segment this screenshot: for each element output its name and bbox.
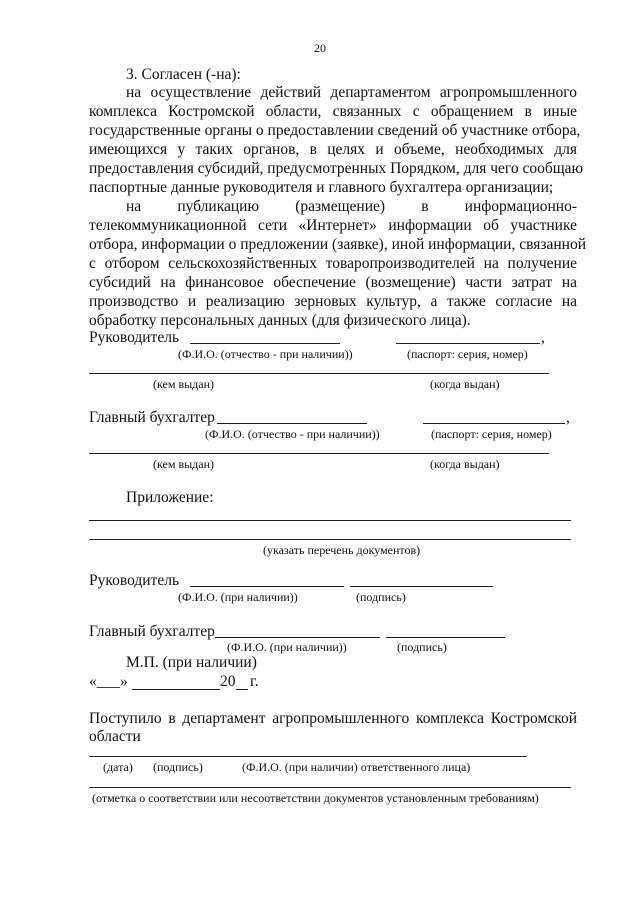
accountant-issued-by-caption: (кем выдан) <box>153 457 215 471</box>
text-line: государственные органы о предоставлении сведений об участнике отбора, <box>89 122 581 139</box>
comma: , <box>541 329 545 346</box>
date-year: 20 <box>220 673 236 690</box>
director-issued-when-caption: (когда выдан) <box>430 377 500 391</box>
date-line <box>89 673 128 691</box>
accountant-fio-caption: (Ф.И.О. (отчество - при наличии)) <box>205 427 380 441</box>
date-close-quote: » <box>120 673 128 690</box>
director-issued-by-caption: (кем выдан) <box>153 377 215 391</box>
date-suffix: г. <box>250 673 259 690</box>
attachment-field-line-1[interactable] <box>89 520 571 521</box>
page-number: 20 <box>314 41 326 55</box>
accountant-signature-fio-field[interactable] <box>215 637 380 638</box>
accountant-signature-label: Главный бухгалтер <box>89 623 215 640</box>
attachment-label: Приложение: <box>126 489 214 506</box>
text-line: обработку персональных данных (для физического лица). <box>89 312 471 329</box>
director-fio-caption: (Ф.И.О. (отчество - при наличии)) <box>178 347 353 361</box>
stamp-label: М.П. (при наличии) <box>126 654 257 671</box>
text-line: паспортные данные руководителя и главного бухгалтера организации; <box>89 179 554 196</box>
date-day-field[interactable]: ___ <box>96 673 120 690</box>
receipt-fio-caption: (Ф.И.О. (при наличии) ответственного лица) <box>242 760 471 774</box>
receipt-date-caption: (дата) <box>103 760 133 774</box>
director-signature-label: Руководитель <box>89 572 180 589</box>
text-line: имеющихся у таких органов, в целях и объеме, необходимых для <box>89 141 577 158</box>
director-signature-sign-caption: (подпись) <box>356 590 406 604</box>
director-signature-sign-field[interactable] <box>350 586 493 587</box>
accountant-issued-by-field[interactable] <box>89 453 401 454</box>
text-line: комплекса Костромской области, связанных с обращением в иные <box>89 103 577 120</box>
text-line: производство и реализацию зерновых культур, а также согласие на <box>89 293 577 310</box>
text-line: субсидий на финансовое обеспечение (возмещение) части затрат на <box>89 274 577 291</box>
accountant-passport-caption: (паспорт: серия, номер) <box>431 427 552 441</box>
director-passport-caption: (паспорт: серия, номер) <box>407 347 528 361</box>
text-line: с отбором сельскохозяйственных товаропроизводителей на получение <box>89 255 577 272</box>
date-month-field[interactable] <box>132 689 220 690</box>
director-signature-fio-caption: (Ф.И.О. (при наличии)) <box>178 590 298 604</box>
text-line: на осуществление действий департаментом агропромышленного <box>126 84 577 101</box>
consent-heading: 3. Согласен (-на): <box>126 66 241 83</box>
accountant-issued-when-caption: (когда выдан) <box>430 457 500 471</box>
director-passport-field[interactable] <box>396 343 540 344</box>
attachment-field-line-2[interactable] <box>89 539 571 540</box>
accountant-signature-fio-caption: (Ф.И.О. (при наличии)) <box>227 640 347 654</box>
text-line: предоставления субсидий, предусмотренных Порядком, для чего сообщаю <box>89 160 584 177</box>
director-issued-when-field[interactable] <box>401 373 549 374</box>
accountant-signature-sign-field[interactable] <box>386 637 505 638</box>
receipt-line-2: области <box>89 728 141 745</box>
compliance-caption: (отметка о соответствии или несоответствии документов установленным требованиям) <box>92 791 539 805</box>
compliance-field[interactable] <box>89 787 571 788</box>
text-line: на публикацию (размещение) в информационно- <box>126 198 577 215</box>
director-issued-by-field[interactable] <box>89 373 401 374</box>
receipt-line-1: Поступило в департамент агропромышленного комплекса Костромской <box>89 710 577 727</box>
attachment-caption: (указать перечень документов) <box>263 543 421 557</box>
accountant-passport-field[interactable] <box>423 423 565 424</box>
receipt-sign-caption: (подпись) <box>153 760 203 774</box>
date-open-quote: « <box>89 673 97 690</box>
director-fio-field[interactable] <box>190 343 340 344</box>
accountant-fio-field[interactable] <box>217 423 367 424</box>
accountant-issued-when-field[interactable] <box>401 453 549 454</box>
director-signature-fio-field[interactable] <box>190 586 344 587</box>
date-year-field[interactable] <box>236 689 248 690</box>
comma: , <box>566 409 570 426</box>
receipt-signature-field[interactable] <box>89 756 527 757</box>
accountant-signature-sign-caption: (подпись) <box>397 640 447 654</box>
director-label: Руководитель <box>89 329 180 346</box>
text-line: телекоммуникационной сети «Интернет» информации об участнике <box>89 217 577 234</box>
accountant-label: Главный бухгалтер <box>89 409 215 426</box>
text-line: отбора, информации о предложении (заявке), иной информации, связанной <box>89 236 586 253</box>
